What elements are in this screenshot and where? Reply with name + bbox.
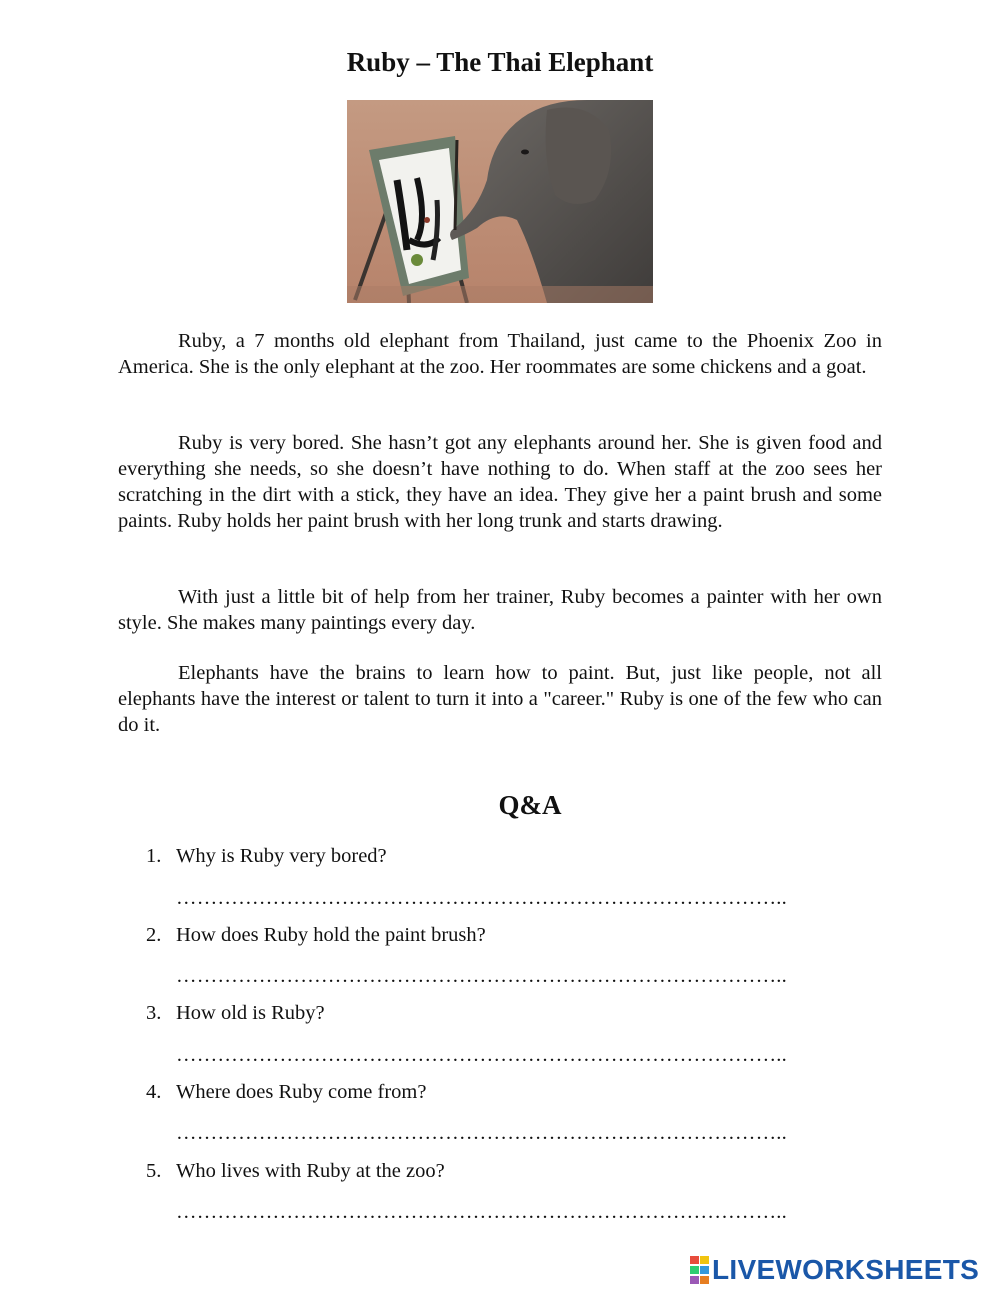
answer-field-4[interactable]: …………………………………………………………………………….. — [176, 1122, 787, 1144]
question-number: 2. — [146, 924, 162, 946]
question-text: How does Ruby hold the paint brush? — [176, 924, 486, 946]
question-text: How old is Ruby? — [176, 1002, 325, 1024]
liveworksheets-wordmark: LIVEWORKSHEETS — [712, 1254, 980, 1285]
story-paragraph-1: Ruby, a 7 months old elephant from Thailand, just came to the Phoenix Zoo in America. She is the only elephant at the zoo. Her roommates are some chickens and a goat. — [118, 330, 882, 378]
question-4 — [146, 1079, 886, 1105]
question-number: 1. — [146, 845, 162, 867]
story-paragraph-2: Ruby is very bored. She hasn’t got any elephants around her. She is given food and everything she needs, so she doesn’t have nothing to do. When staff at the zoo sees her scratching in the dirt with a stick, they have an idea. They give her a paint brush and some paints. Ruby holds her paint brush with her long trunk and starts drawing. — [118, 432, 882, 532]
question-text: Where does Ruby come from? — [176, 1081, 427, 1103]
question-number: 5. — [146, 1160, 162, 1182]
question-2 — [146, 922, 886, 948]
story-paragraph-4: Elephants have the brains to learn how to paint. But, just like people, not all elephants have the interest or talent to turn it into a "career." Ruby is one of the few who can do it. — [118, 662, 882, 736]
page-title: Ruby – The Thai Elephant — [346, 47, 654, 77]
question-text: Who lives with Ruby at the zoo? — [176, 1160, 445, 1182]
question-1 — [146, 843, 886, 869]
question-number: 3. — [146, 1002, 162, 1024]
question-number: 4. — [146, 1081, 162, 1103]
answer-field-2[interactable]: …………………………………………………………………………….. — [176, 965, 787, 987]
elephant-painting-photo — [347, 100, 653, 303]
story-paragraph-3: With just a little bit of help from her trainer, Ruby becomes a painter with her own style. She makes many paintings every day. — [118, 586, 882, 634]
answer-field-5[interactable]: …………………………………………………………………………….. — [176, 1201, 787, 1223]
liveworksheets-icon — [690, 1256, 710, 1284]
liveworksheets-logo — [690, 1254, 979, 1286]
answer-field-3[interactable]: …………………………………………………………………………….. — [176, 1044, 787, 1066]
qa-heading: Q&A — [498, 790, 562, 820]
question-3 — [146, 1000, 886, 1026]
question-5 — [146, 1158, 886, 1184]
question-text: Why is Ruby very bored? — [176, 845, 387, 867]
answer-field-1[interactable]: …………………………………………………………………………….. — [176, 887, 787, 909]
